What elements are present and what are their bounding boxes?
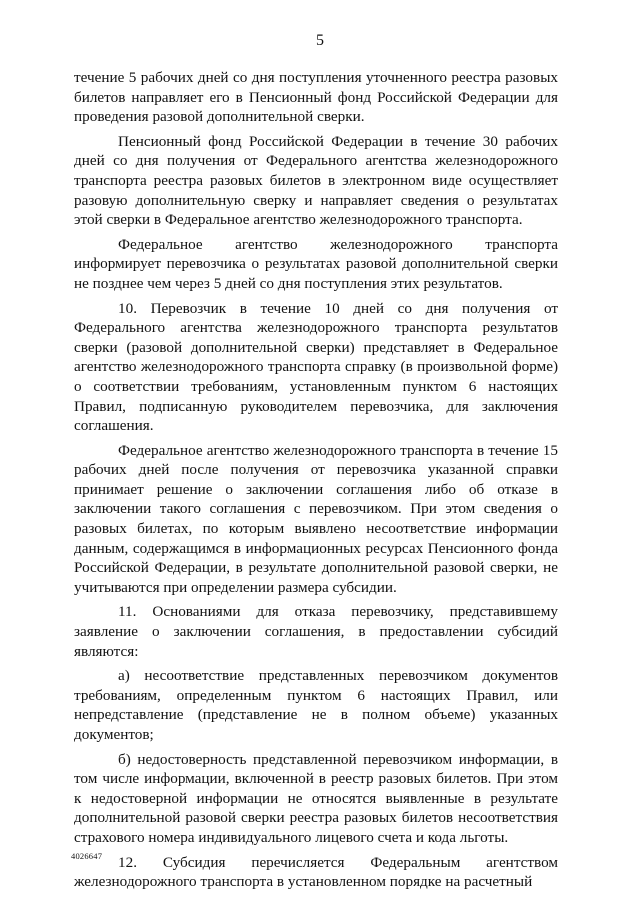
paragraph-item-11-a: а) несоответствие представленных перевозчиком документов требованиям, определенным пунктом 6 настоящих Правил, или непредставление (представление не в полном объеме) указанных документов; xyxy=(74,667,558,743)
paragraph-item-11: 11. Основаниями для отказа перевозчику, представившему заявление о заключении соглашения, в предоставлении субсидий являются: xyxy=(74,603,558,660)
document-body xyxy=(74,68,558,892)
paragraph-agency-decision: Федеральное агентство железнодорожного транспорта в течение 15 рабочих дней после получения от перевозчика указанной справки принимает решение о заключении соглашения либо об отказе в заключении такого соглашения с перевозчиком. При этом сведения о разовых билетах, по которым выявлено несоответствие информации данным, содержащимся в информационных ресурсах Пенсионного фонда Российской Федерации, в результате дополнительной разовой сверки, не учитываются при определении размера субсидии. xyxy=(74,441,558,596)
page-number: 5 xyxy=(316,32,324,49)
paragraph-item-12: 12. Субсидия перечисляется Федеральным агентством железнодорожного транспорта в установленном порядке на расчетный xyxy=(74,853,558,891)
document-code: 4026647 xyxy=(71,851,103,861)
paragraph-continuation: течение 5 рабочих дней со дня поступления уточненного реестра разовых билетов направляет его в Пенсионный фонд Российской Федерации для проведения разовой дополнительной сверки. xyxy=(74,69,558,126)
paragraph-pension-fund-check: Пенсионный фонд Российской Федерации в течение 30 рабочих дней со дня получения от Федерального агентства железнодорожного транспорта реестра разовых билетов в электронном виде осуществляет разовую дополнительную сверку и направляет сведения о результатах этой сверки в Федеральное агентство железнодорожного транспорта. xyxy=(74,132,558,229)
paragraph-item-10: 10. Перевозчик в течение 10 дней со дня получения от Федерального агентства железнодорожного транспорта результатов сверки (разовой дополнительной сверки) представляет в Федеральное агентство железнодорожного транспорта справку (в произвольной форме) о соответствии требованиям, установленным пунктом 6 настоящих Правил, подписанную руководителем перевозчика, для заключения соглашения. xyxy=(74,299,558,435)
paragraph-item-11-b: б) недостоверность представленной перевозчиком информации, в том числе информации, включенной в реестр разовых билетов. При этом к недостоверной информации не относятся выявленные в результате дополнительной разовой сверки реестра разовых билетов несоответствия страхового номера индивидуального лицевого счета и кода льготы. xyxy=(74,750,558,846)
paragraph-agency-informs: Федеральное агентство железнодорожного транспорта информирует перевозчика о результатах разовой дополнительной сверки не позднее чем через 5 дней со дня поступления этих результатов. xyxy=(74,235,558,292)
